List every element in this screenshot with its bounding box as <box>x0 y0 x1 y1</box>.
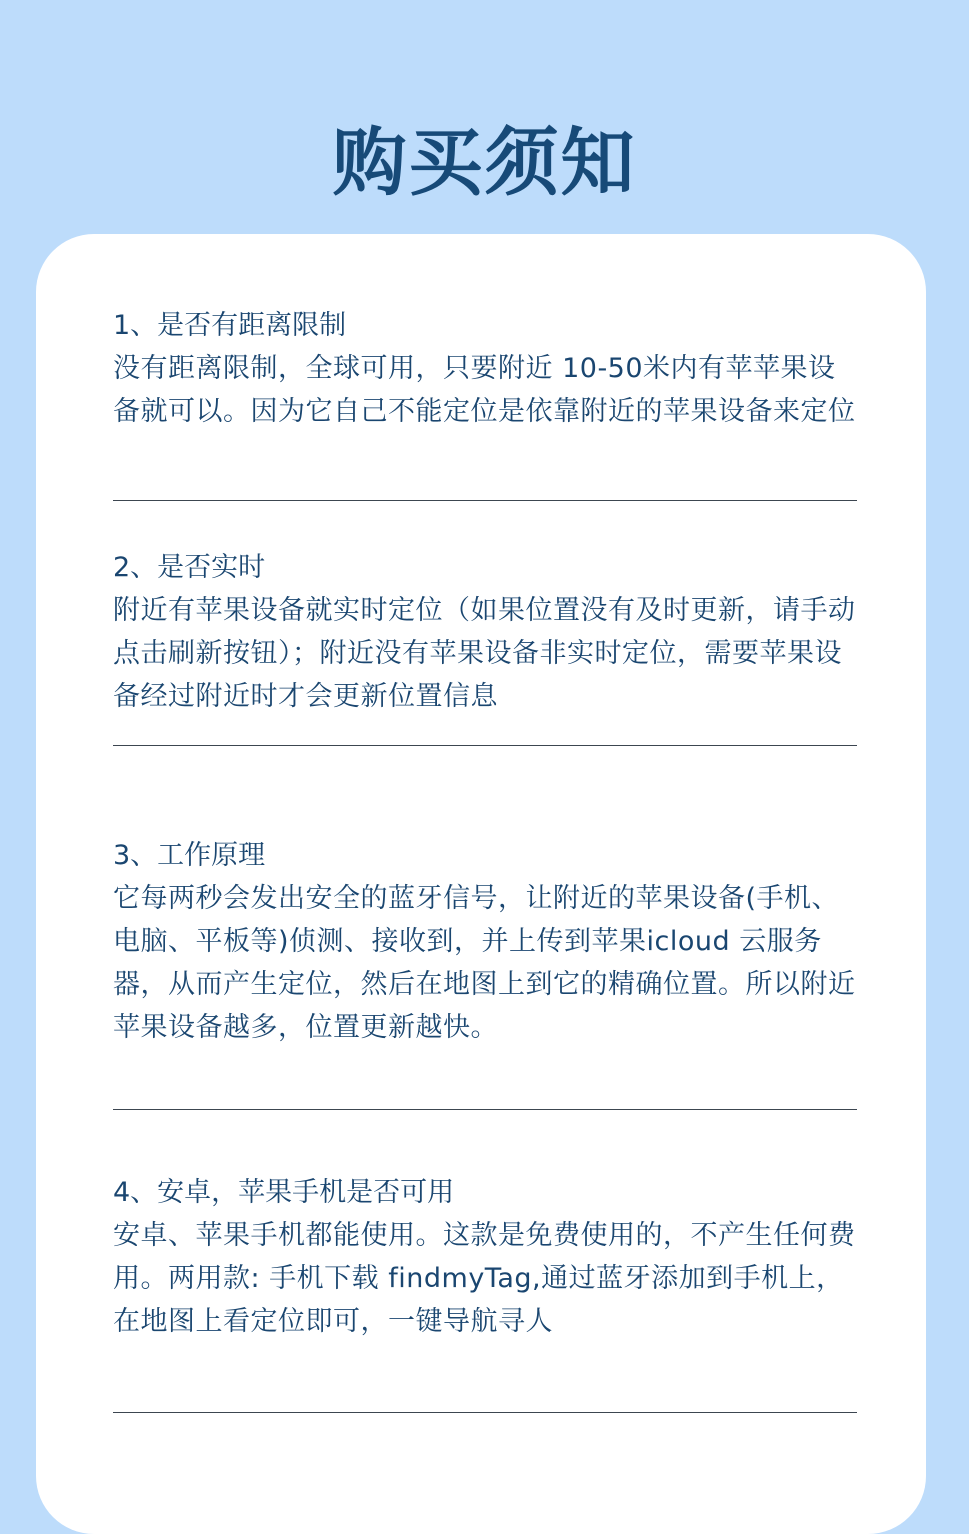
section-working-principle <box>113 834 857 1049</box>
section-body: 它每两秒会发出安全的蓝牙信号，让附近的苹果设备(手机、电脑、平板等)侦测、接收到，并上传到苹果icloud 云服务器，从而产生定位，然后在地图上到它的精确位置。所以附近苹果设备越多，位置更新越快。 <box>113 883 856 1043</box>
section-heading: 1、是否有距离限制 <box>113 310 347 341</box>
notice-card <box>36 234 926 1534</box>
section-divider <box>113 500 857 501</box>
section-body: 安卓、苹果手机都能使用。这款是免费使用的，不产生任何费用。两用款: 手机下载 findmyTag,通过蓝牙添加到手机上，在地图上看定位即可，一键导航寻人 <box>113 1220 856 1337</box>
section-body: 附近有苹果设备就实时定位（如果位置没有及时更新，请手动点击刷新按钮）；附近没有苹果设备非实时定位，需要苹果设备经过附近时才会更新位置信息 <box>113 595 856 712</box>
section-body: 没有距离限制，全球可用，只要附近 10-50米内有苹苹果设备就可以。因为它自己不能定位是依靠附近的苹果设备来定位 <box>113 353 856 427</box>
section-heading: 4、安卓，苹果手机是否可用 <box>113 1177 455 1208</box>
section-heading: 2、是否实时 <box>113 552 266 583</box>
section-divider <box>113 1109 857 1110</box>
section-phone-compatibility <box>113 1171 857 1343</box>
page-title: 购买须知 <box>332 120 637 206</box>
section-divider <box>113 1412 857 1413</box>
section-realtime <box>113 546 857 718</box>
section-divider <box>113 745 857 746</box>
section-heading: 3、工作原理 <box>113 840 266 871</box>
section-distance-limit <box>113 304 857 433</box>
